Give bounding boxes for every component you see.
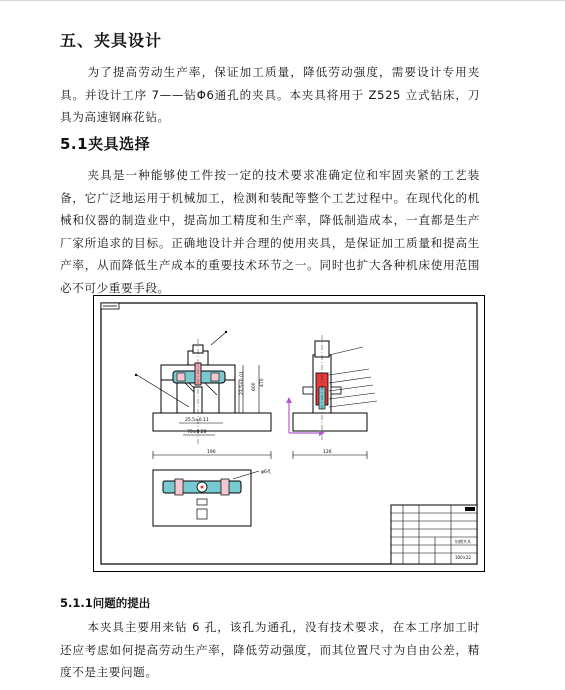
subsubsection-heading: 5.1.1问题的提出 [60,596,151,610]
dim-text-hole: φ6孔 [261,470,272,475]
title-block-code: 100×22 [455,555,472,560]
title-block [391,505,477,564]
problem-paragraph-text: 本夹具主要用来钻 6 孔，该孔为通孔，没有技术要求，在本工序加工时还应考虑如何提高劳动生产率，降低劳动强度，而其位置尺寸为自由公差，精度不是主要问题。 [60,620,480,680]
dim-text-5: 126 [323,450,332,455]
subsection-heading: 5.1夹具选择 [60,135,151,153]
intro-paragraph-text: 为了提高劳动生产率，保证加工质量，降低劳动强度，需要设计专用夹具。并设计工序 7——钻Φ6通孔的夹具。本夹具将用于 Z525 立式钻床，刀具为高速钢麻花钻。 [60,65,480,125]
section-heading: 五、夹具设计 [60,31,163,50]
dim-text-vertical-0: 23.5±0.01 [240,371,245,395]
dim-text-vertical-2: 470 [260,378,265,387]
fixture-drawing [93,295,485,572]
problem-paragraph [60,616,480,684]
selection-paragraph-text: 夹具是一种能够使工件按一定的技术要求准确定位和牢固夹紧的工艺装备，它广泛地运用于机械加工，检测和装配等整个工艺过程中。在现代化的机械和仪器的制造业中，提高加工精度和生产率，降低制造成本，一直都是生产厂家所追求的目标。正确地设计并合理的使用夹具，是保证加工质量和提高生产率，从而降低生产成本的重要技术环节之一。同时也扩大各种机床使用范围必不可少重要手段。 [60,168,480,295]
dim-text-4: 190 [207,450,216,455]
title-block-name: 钻模夹具 [455,539,471,544]
dim-text-1: 25.5±0.11 [185,418,209,423]
dim-text-2: 70±0.20 [187,430,207,435]
selection-paragraph [60,164,480,300]
dim-text-vertical-1: 600 [252,382,257,391]
page-top-border [0,0,565,1]
intro-paragraph [60,61,480,129]
